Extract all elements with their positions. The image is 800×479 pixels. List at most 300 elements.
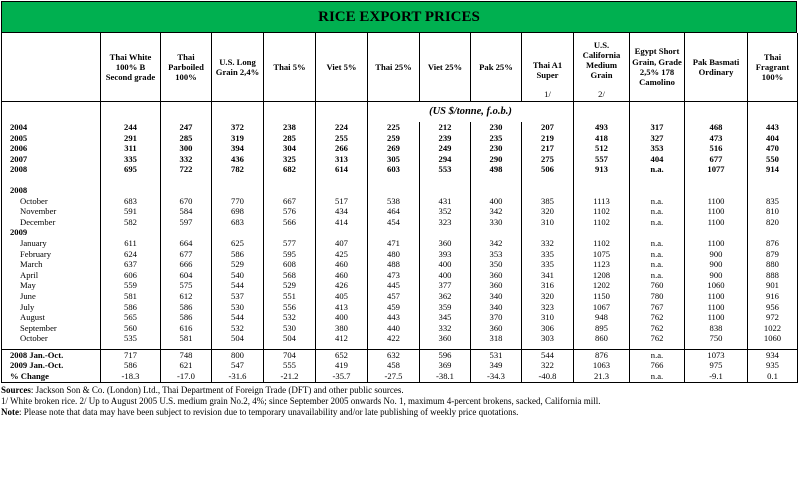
price-cell: 666 — [161, 259, 212, 270]
price-cell: 303 — [522, 333, 574, 344]
price-cell: -18.3 — [101, 371, 161, 382]
price-cell: 614 — [316, 164, 368, 175]
row-label: November — [2, 206, 101, 217]
price-cell: 360 — [471, 323, 522, 334]
price-cell: n.a. — [630, 196, 685, 207]
price-cell: 360 — [471, 270, 522, 281]
blank-cell — [574, 227, 630, 238]
row-label: April — [2, 270, 101, 281]
price-cell: 762 — [630, 323, 685, 334]
blank-cell — [368, 227, 420, 238]
price-cell: 325 — [264, 154, 316, 165]
price-cell: 582 — [101, 217, 161, 228]
price-cell: 581 — [161, 333, 212, 344]
price-cell: 748 — [161, 349, 212, 360]
price-cell: 425 — [316, 249, 368, 260]
price-cell: 219 — [522, 133, 574, 144]
annual-row — [2, 133, 798, 144]
price-cell: 895 — [574, 323, 630, 334]
month-row — [2, 323, 798, 334]
price-cell: 239 — [420, 133, 471, 144]
price-cell: 230 — [471, 122, 522, 133]
price-cell: 488 — [368, 259, 420, 270]
price-cell: 516 — [685, 143, 748, 154]
price-cell: 876 — [748, 238, 798, 249]
price-cell: 372 — [212, 122, 264, 133]
price-cell: 530 — [264, 323, 316, 334]
price-cell: 597 — [161, 217, 212, 228]
price-cell: 340 — [471, 302, 522, 313]
price-cell: 901 — [748, 280, 798, 291]
price-cell: 285 — [264, 133, 316, 144]
price-cell: 362 — [420, 291, 471, 302]
price-cell: 683 — [212, 217, 264, 228]
units-blank — [574, 102, 630, 123]
units-row — [2, 102, 798, 123]
price-cell: 317 — [630, 122, 685, 133]
units-blank — [2, 102, 101, 123]
price-cell: 820 — [748, 217, 798, 228]
blank-cell — [101, 227, 161, 238]
price-cell: 581 — [101, 291, 161, 302]
price-cell: n.a. — [630, 249, 685, 260]
price-cell: 350 — [471, 259, 522, 270]
price-cell: 683 — [101, 196, 161, 207]
price-cell: 238 — [264, 122, 316, 133]
price-cell: 255 — [316, 133, 368, 144]
price-cell: 603 — [368, 164, 420, 175]
price-cell: 224 — [316, 122, 368, 133]
price-cell: 577 — [264, 238, 316, 249]
price-cell: 332 — [522, 238, 574, 249]
rice-export-prices-sheet — [1, 1, 797, 477]
units-label: (US $/tonne, f.o.b.) — [368, 102, 574, 123]
price-cell: 608 — [264, 259, 316, 270]
units-blank — [748, 102, 798, 123]
blank-cell — [471, 185, 522, 196]
month-row — [2, 280, 798, 291]
price-cell: 457 — [368, 291, 420, 302]
price-cell: 249 — [420, 143, 471, 154]
price-cell: 560 — [101, 323, 161, 334]
price-cell: 434 — [316, 206, 368, 217]
price-cell: 1100 — [685, 302, 748, 313]
price-cell: 537 — [212, 291, 264, 302]
price-cell: 393 — [420, 249, 471, 260]
row-label: 2006 — [2, 143, 101, 154]
price-cell: 1063 — [574, 360, 630, 371]
price-cell: 1150 — [574, 291, 630, 302]
price-cell: n.a. — [630, 270, 685, 281]
price-cell: 294 — [420, 154, 471, 165]
price-cell: 677 — [685, 154, 748, 165]
price-table — [1, 33, 798, 383]
price-cell: 320 — [522, 206, 574, 217]
price-cell: 207 — [522, 122, 574, 133]
price-cell: 566 — [264, 217, 316, 228]
column-header — [630, 33, 685, 102]
price-cell: 21.3 — [574, 371, 630, 382]
price-cell: n.a. — [630, 259, 685, 270]
column-header — [420, 33, 471, 102]
units-blank — [316, 102, 368, 123]
price-cell: 345 — [420, 312, 471, 323]
price-cell: 342 — [471, 206, 522, 217]
price-cell: 313 — [316, 154, 368, 165]
price-cell: 404 — [630, 154, 685, 165]
month-row — [2, 312, 798, 323]
price-cell: 400 — [420, 259, 471, 270]
price-cell: 394 — [212, 143, 264, 154]
price-cell: 565 — [101, 312, 161, 323]
row-label: May — [2, 280, 101, 291]
price-cell: 418 — [574, 133, 630, 144]
price-cell: 568 — [264, 270, 316, 281]
header-corner — [2, 33, 101, 102]
price-cell: 835 — [748, 196, 798, 207]
price-cell: 604 — [161, 270, 212, 281]
price-cell: 780 — [630, 291, 685, 302]
month-row — [2, 259, 798, 270]
price-cell: 595 — [264, 249, 316, 260]
price-cell: 586 — [101, 360, 161, 371]
price-cell: 935 — [748, 360, 798, 371]
price-cell: 353 — [471, 249, 522, 260]
column-header-label: U.S. California Medium Grain — [582, 39, 621, 81]
column-header-label: Thai Parboiled 100% — [168, 51, 204, 83]
month-row — [2, 249, 798, 260]
price-cell: 1123 — [574, 259, 630, 270]
year-section-row — [2, 227, 798, 238]
column-header — [316, 33, 368, 102]
price-cell: 762 — [630, 333, 685, 344]
price-cell: -38.1 — [420, 371, 471, 382]
price-cell: 285 — [161, 133, 212, 144]
blank-cell — [161, 185, 212, 196]
month-row — [2, 206, 798, 217]
price-cell: 323 — [522, 302, 574, 313]
column-header — [368, 33, 420, 102]
price-cell: 576 — [264, 206, 316, 217]
price-cell: 217 — [522, 143, 574, 154]
price-cell: 1060 — [748, 333, 798, 344]
price-cell: 318 — [471, 333, 522, 344]
annual-row — [2, 154, 798, 165]
row-label: September — [2, 323, 101, 334]
column-header — [101, 33, 161, 102]
price-cell: 544 — [522, 349, 574, 360]
price-cell: 559 — [101, 280, 161, 291]
price-cell: 244 — [101, 122, 161, 133]
blank-cell — [630, 185, 685, 196]
blank-cell — [471, 227, 522, 238]
month-row — [2, 333, 798, 344]
price-cell: 586 — [161, 302, 212, 313]
price-cell: 972 — [748, 312, 798, 323]
price-cell: 0.1 — [748, 371, 798, 382]
column-header-label: Egypt Short Grain, Grade 2,5% 178 Camolino — [632, 46, 682, 88]
row-label: October — [2, 196, 101, 207]
price-cell: 975 — [685, 360, 748, 371]
blank-cell — [212, 227, 264, 238]
sources-line — [1, 385, 797, 396]
price-cell: 1100 — [685, 196, 748, 207]
price-cell: 1102 — [574, 217, 630, 228]
row-label: 2007 — [2, 154, 101, 165]
price-cell: 586 — [161, 312, 212, 323]
price-cell: n.a. — [630, 164, 685, 175]
price-cell: 612 — [161, 291, 212, 302]
price-cell: 471 — [368, 238, 420, 249]
price-cell: 335 — [101, 154, 161, 165]
blank-cell — [574, 185, 630, 196]
price-cell: -27.5 — [368, 371, 420, 382]
price-cell: 531 — [471, 349, 522, 360]
blank-cell — [420, 227, 471, 238]
price-cell: 1077 — [685, 164, 748, 175]
summary-row — [2, 349, 798, 360]
price-cell: 550 — [748, 154, 798, 165]
column-header-label: Thai 25% — [375, 61, 412, 72]
note-line — [1, 407, 797, 418]
blank-cell — [522, 227, 574, 238]
price-cell: 1202 — [574, 280, 630, 291]
blank-cell — [685, 227, 748, 238]
price-cell: 414 — [316, 217, 368, 228]
blank-cell — [264, 185, 316, 196]
price-cell: 512 — [574, 143, 630, 154]
price-cell: 586 — [212, 249, 264, 260]
row-label: 2008 — [2, 164, 101, 175]
blank-cell — [685, 185, 748, 196]
price-cell: 460 — [316, 259, 368, 270]
price-cell: 322 — [522, 360, 574, 371]
price-cell: 767 — [630, 302, 685, 313]
price-cell: 888 — [748, 270, 798, 281]
price-cell: 407 — [316, 238, 368, 249]
price-cell: 359 — [420, 302, 471, 313]
summary-row — [2, 360, 798, 371]
price-cell: 547 — [212, 360, 264, 371]
price-cell: -9.1 — [685, 371, 748, 382]
price-cell: 722 — [161, 164, 212, 175]
column-header — [685, 33, 748, 102]
row-label: 2004 — [2, 122, 101, 133]
price-cell: 335 — [522, 259, 574, 270]
price-cell: 327 — [630, 133, 685, 144]
price-cell: 506 — [522, 164, 574, 175]
column-header — [471, 33, 522, 102]
price-cell: 305 — [368, 154, 420, 165]
price-cell: 458 — [368, 360, 420, 371]
year-label: 2009 — [2, 227, 101, 238]
price-cell: 1100 — [685, 312, 748, 323]
footer — [1, 385, 797, 417]
blank-cell — [264, 227, 316, 238]
price-cell: 413 — [316, 302, 368, 313]
units-blank — [630, 102, 685, 123]
price-cell: -31.6 — [212, 371, 264, 382]
price-cell: 323 — [420, 217, 471, 228]
price-cell: 1075 — [574, 249, 630, 260]
price-cell: 454 — [368, 217, 420, 228]
column-header-note: 2/ — [598, 88, 605, 99]
price-cell: 611 — [101, 238, 161, 249]
price-cell: 493 — [574, 122, 630, 133]
price-cell: 436 — [212, 154, 264, 165]
column-header — [212, 33, 264, 102]
price-cell: 717 — [101, 349, 161, 360]
price-cell: n.a. — [630, 349, 685, 360]
price-cell: 800 — [212, 349, 264, 360]
price-cell: 591 — [101, 206, 161, 217]
price-cell: 300 — [161, 143, 212, 154]
price-cell: 310 — [522, 217, 574, 228]
price-cell: 480 — [368, 249, 420, 260]
price-cell: 422 — [368, 333, 420, 344]
row-label: % Change — [2, 371, 101, 382]
price-cell: -21.2 — [264, 371, 316, 382]
price-cell: 584 — [161, 206, 212, 217]
price-cell: 551 — [264, 291, 316, 302]
price-cell: 1022 — [748, 323, 798, 334]
price-cell: 419 — [316, 360, 368, 371]
price-cell: 332 — [420, 323, 471, 334]
price-cell: 369 — [420, 360, 471, 371]
column-header-note: 1/ — [544, 88, 551, 99]
price-cell: 330 — [471, 217, 522, 228]
price-cell: 319 — [212, 133, 264, 144]
units-blank — [101, 102, 161, 123]
blank-cell — [212, 185, 264, 196]
table-title: RICE EXPORT PRICES — [1, 1, 797, 33]
price-cell: -17.0 — [161, 371, 212, 382]
sources-label: Sources — [1, 385, 31, 395]
price-cell: 575 — [161, 280, 212, 291]
price-cell: 304 — [264, 143, 316, 154]
price-cell: 464 — [368, 206, 420, 217]
price-cell: 879 — [748, 249, 798, 260]
blank-cell — [522, 185, 574, 196]
price-cell: 349 — [471, 360, 522, 371]
price-cell: 275 — [522, 154, 574, 165]
price-cell: 341 — [522, 270, 574, 281]
row-label: December — [2, 217, 101, 228]
price-cell: 404 — [748, 133, 798, 144]
units-blank — [161, 102, 212, 123]
row-label: October — [2, 333, 101, 344]
row-label: February — [2, 249, 101, 260]
price-cell: 352 — [420, 206, 471, 217]
price-cell: 596 — [420, 349, 471, 360]
price-cell: 544 — [212, 312, 264, 323]
blank-cell — [420, 185, 471, 196]
price-cell: 624 — [101, 249, 161, 260]
price-cell: 370 — [471, 312, 522, 323]
price-cell: 316 — [522, 280, 574, 291]
price-cell: 540 — [212, 270, 264, 281]
price-cell: 556 — [264, 302, 316, 313]
price-cell: 535 — [101, 333, 161, 344]
price-cell: 473 — [368, 270, 420, 281]
price-cell: 1100 — [685, 217, 748, 228]
price-cell: 948 — [574, 312, 630, 323]
price-cell: 900 — [685, 259, 748, 270]
blank-cell — [101, 185, 161, 196]
price-cell: -40.8 — [522, 371, 574, 382]
price-cell: 460 — [316, 270, 368, 281]
column-header-label: Thai 5% — [273, 61, 306, 72]
price-cell: 385 — [522, 196, 574, 207]
units-blank — [212, 102, 264, 123]
price-cell: 306 — [522, 323, 574, 334]
price-cell: 553 — [420, 164, 471, 175]
price-cell: 498 — [471, 164, 522, 175]
price-cell: 335 — [522, 249, 574, 260]
price-cell: 766 — [630, 360, 685, 371]
price-cell: 750 — [685, 333, 748, 344]
price-cell: 704 — [264, 349, 316, 360]
price-cell: 400 — [471, 196, 522, 207]
price-cell: 632 — [368, 349, 420, 360]
row-label: June — [2, 291, 101, 302]
month-row — [2, 291, 798, 302]
price-cell: n.a. — [630, 371, 685, 382]
price-cell: 332 — [161, 154, 212, 165]
price-cell: 377 — [420, 280, 471, 291]
blank-cell — [630, 227, 685, 238]
column-header-label: Viet 5% — [326, 61, 357, 72]
column-header — [574, 33, 630, 102]
price-cell: 1100 — [685, 206, 748, 217]
price-cell: 340 — [471, 291, 522, 302]
price-cell: 698 — [212, 206, 264, 217]
price-cell: 400 — [316, 312, 368, 323]
price-cell: 667 — [264, 196, 316, 207]
price-cell: 538 — [368, 196, 420, 207]
price-cell: 529 — [212, 259, 264, 270]
note-label: Note — [1, 406, 19, 417]
price-cell: 380 — [316, 323, 368, 334]
units-blank — [264, 102, 316, 123]
column-header-label: Thai White 100% B Second grade — [105, 51, 156, 83]
price-cell: 529 — [264, 280, 316, 291]
row-label: 2008 Jan.-Oct. — [2, 349, 101, 360]
price-cell: 360 — [420, 238, 471, 249]
price-cell: 532 — [212, 323, 264, 334]
price-cell: 225 — [368, 122, 420, 133]
price-cell: 838 — [685, 323, 748, 334]
price-cell: 517 — [316, 196, 368, 207]
price-cell: 473 — [685, 133, 748, 144]
price-cell: 682 — [264, 164, 316, 175]
price-cell: 431 — [420, 196, 471, 207]
price-cell: 914 — [748, 164, 798, 175]
column-header — [522, 33, 574, 102]
price-cell: 916 — [748, 291, 798, 302]
price-cell: 621 — [161, 360, 212, 371]
price-cell: 530 — [212, 302, 264, 313]
price-cell: 695 — [101, 164, 161, 175]
month-row — [2, 270, 798, 281]
price-cell: 880 — [748, 259, 798, 270]
price-cell: 504 — [212, 333, 264, 344]
price-cell: 342 — [471, 238, 522, 249]
price-cell: 762 — [630, 312, 685, 323]
row-label: July — [2, 302, 101, 313]
price-cell: 440 — [368, 323, 420, 334]
price-cell: 1060 — [685, 280, 748, 291]
